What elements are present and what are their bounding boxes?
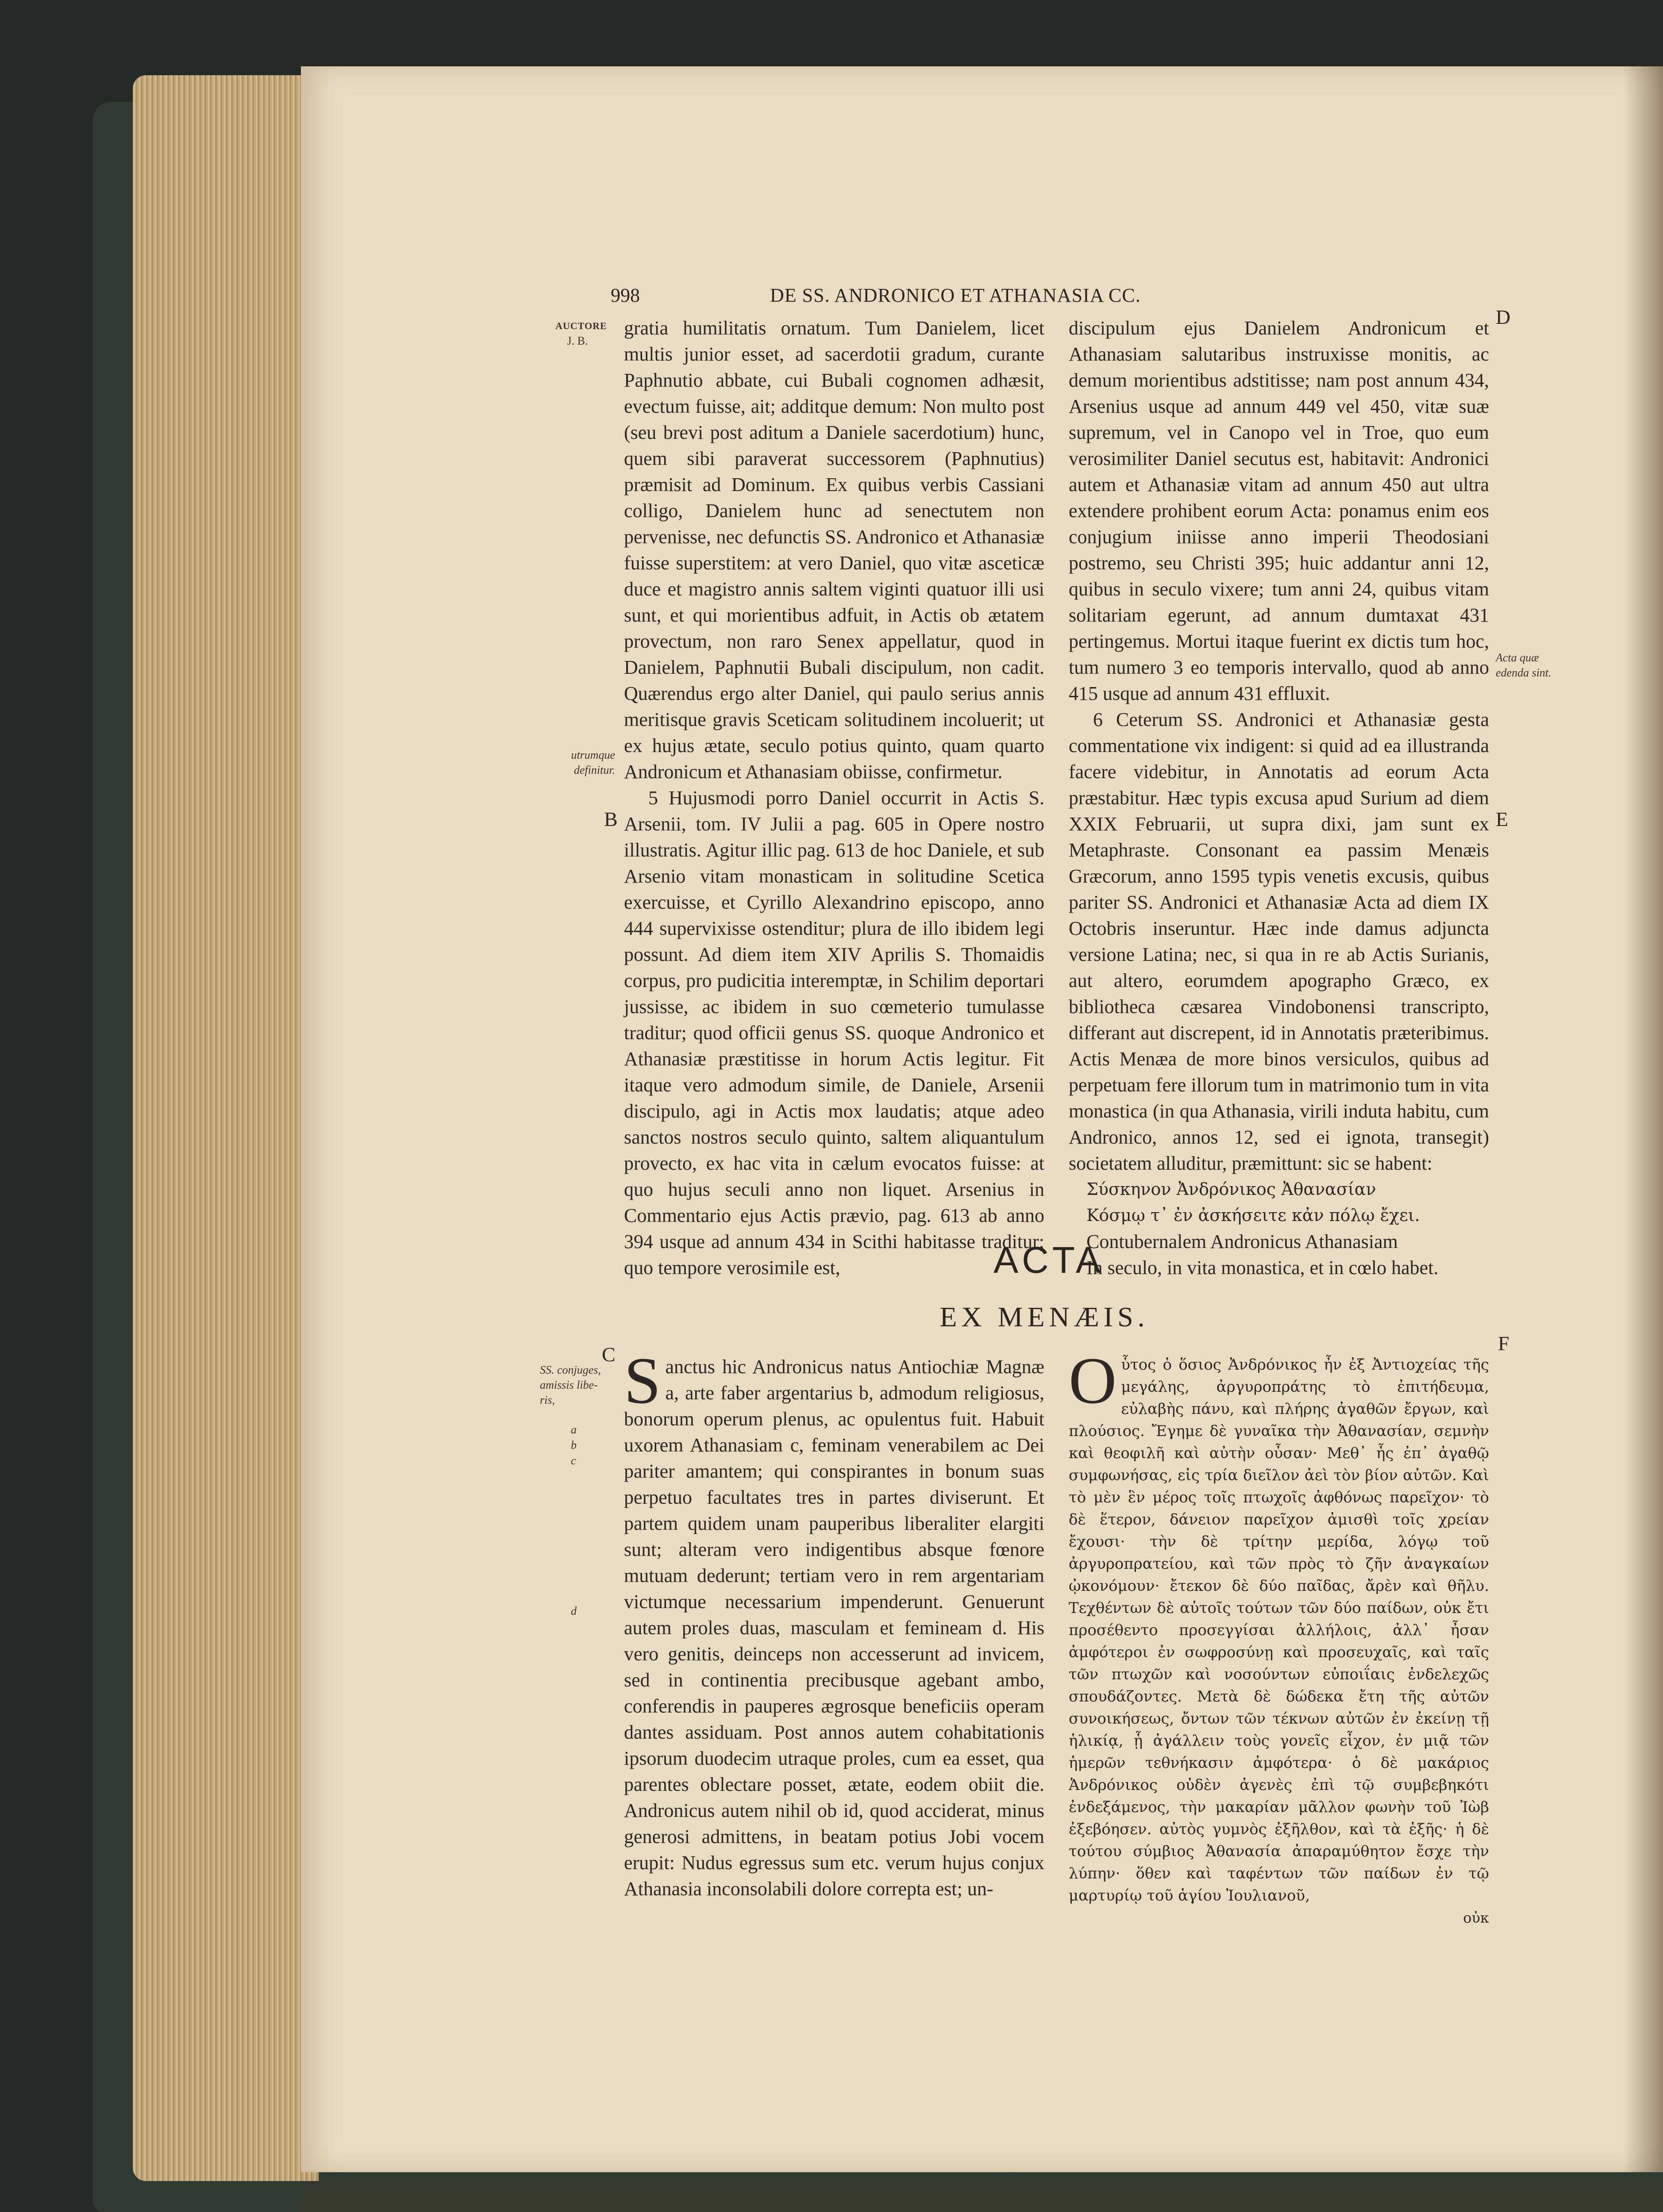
- margin-utrumque-line2: definitur.: [574, 764, 615, 776]
- margin-acta-quae: [1496, 650, 1571, 680]
- margin-auctore-label: AUCTORE: [555, 320, 607, 331]
- latin-body: anctus hic Andronicus natus Antiochiæ Magnæ a, arte faber argentarius b, admodum religiosus, bonorum operum plenus, ac opulentus fuit. Habuit uxorem Athanasiam c, feminam venerabilem ac Dei pariter amantem; qui conspirantes in bonum suas perpetuo facultates tres in partes diviserunt. Et partem quidem unam pauperibus liberaliter elargiti sunt; alteram vero indigentibus absque fœnore mutuam dederunt; tertiam vero in rem argentariam victumque necessarium impenderunt. Genuerunt autem proles duas, masculam et femineam d. His vero genitis, deinceps non accesserunt ad invicem, sed in continentia precibusque agebant ambo, conferendis in pauperes ægrosque beneficiis operam dantes assiduam. Post annos autem cohabitationis ipsorum duodecim utraque proles, cum ea esset, qua parentes oblectare posset, ætate, eodem obiit die. Andronicus autem nihil ob id, quod acciderat, minus generosi admittens, in beatam potius Jobi vocem erupit: Nudus egressus sum etc. verum hujus conjux Athanasia inconsolabili dolore correpta est; un-: [624, 1356, 1044, 1900]
- margin-utrumque-line1: utrumque: [571, 749, 615, 761]
- section-marker-d: D: [1496, 306, 1511, 328]
- greek-original-column: [1069, 1344, 1489, 1929]
- commentary-paragraph: 6 Ceterum SS. Andronici et Athanasiæ gesta commentatione vix indigent: si quid ad ea illustranda facere videbitur, in Annotatis ad eorum Acta præstabitur. Hæc typis excusa apud Surium ad diem XXIX Februarii, ut supra dixi, jam sunt ex Metaphraste. Consonant ea passim Menæis Græcorum, anno 1595 typis venetis excusis, quibus pariter SS. Andronici et Athanasiæ Acta ad diem IX Octobris inseruntur. Hæc inde damus adjuncta versione Latina; nec, si qua in re ab Actis Surianis, aut altero, eorumdem apographo Græco, ex bibliotheca cæsarea Vindobonensi transcripto, differant aut discrepent, id in Annotatis præteribimus. Actis Menæa de more binos versiculos, quibus ad perpetuam fere illorum tum in matrimonio tum in vita monastica (in qua Athanasia, virili induta habitu, cum Andronico, annos 12, sed ei ignota, transegit) societatem alluditur, præmittunt: sic se habent:: [1069, 709, 1489, 1174]
- margin-ss-conjuges-line2: amissis libe-: [540, 1379, 598, 1391]
- margin-acta-quae-line1: Acta quæ: [1496, 651, 1539, 664]
- latin-verse-line: In seculo, in vita monastica, et in cœlo habet.: [1086, 1257, 1439, 1279]
- margin-ss-conjuges: [540, 1363, 615, 1408]
- latin-translation-column: [624, 1344, 1044, 1902]
- page-number: 998: [611, 284, 640, 306]
- margin-ss-conjuges-line3: ris,: [540, 1394, 555, 1406]
- page-bottom-wear: [301, 2169, 1663, 2212]
- margin-author-initials: J. B.: [567, 334, 588, 347]
- section-marker-e: E: [1496, 808, 1509, 830]
- margin-note-b: b: [571, 1439, 577, 1452]
- acta-title: ACTA: [993, 1239, 1104, 1281]
- page-header: [611, 284, 1496, 315]
- commentary-paragraph: 5 Hujusmodi porro Daniel occurrit in Actis S. Arsenii, tom. IV Julii a pag. 605 in Opere nostro illustratis. Agitur illic pag. 613 de hoc Daniele, et sub Arsenio vitam monasticam in solitudine Scetica exercuisse, et Cyrillo Alexandrino episcopo, anno 444 supervixisse ostenditur; plura de illo ibidem legi possunt. Ad diem item XIV Aprilis S. Thomaidis corpus, pro pudicitia interemptæ, in Schilim deportari jussisse, ac ibidem in suo cœmeterio tumulasse traditur; quod officii genus SS. quoque Andronico et Athanasiæ præstitisse in horum Actis legitur. Fit itaque vero admodum simile, de Daniele, Arsenii discipulo, agi in Actis mox laudatis; atque adeo sanctos nostros seculo quinto, saltem aliquantulum provecto, ex hac vita in cælum evocatos fuisse: at quo hujus seculi anno non liquet. Arsenius in Commentario ejus Actis prævio, pag. 613 ab anno 394 usque ad annum 434 in Scithi habitasse traditur; quo tempore verosimile est,: [624, 787, 1044, 1279]
- margin-utrumque: [544, 748, 615, 778]
- margin-note-d: d: [571, 1605, 577, 1617]
- commentary-paragraph: discipulum ejus Danielem Andronicum et Athanasiam salutaribus instruxisse monitis, ac demum morientibus adstitisse; nam post annum 434, Arsenius usque ad annum 449 vel 450, vitæ suæ supremum, vel in Canopo vel in Troe, quo eum verosimiliter Daniel secutus est, habitavit: Andronici autem et Athanasiæ vitam ad annum 450 aut ultra extendere prohibent eorum Acta: ponamus enim eos conjugium iniisse anno imperii Theodosiani postremo, seu Christi 395; huic addantur anni 12, quibus in seculo vixere; tum anni 24, quibus vitam solitariam egerunt, ad annum dumtaxat 431 pertingemus. Mortui itaque fuerint ex dictis tum hoc, tum numero 3 eo temporis intervallo, quod ab anno 415 usque ad annum 431 effluxit.: [1069, 317, 1489, 704]
- acta-subtitle: EX MENÆIS.: [939, 1301, 1149, 1333]
- greek-verse-line: Σύσκηνον Ἀνδρόνικος Ἀθανασίαν: [1086, 1179, 1376, 1199]
- section-marker-c: C: [602, 1343, 616, 1366]
- greek-dropcap: Ο: [1069, 1344, 1117, 1417]
- margin-acta-quae-line2: edenda sint.: [1496, 666, 1551, 679]
- greek-verse-line: Κόσμῳ τ᾽ ἐν ἀσκήσειτε κἀν πόλῳ ἔχει.: [1086, 1206, 1420, 1225]
- commentary-right-column: [1069, 315, 1489, 1281]
- page-gutter-shadow: [1623, 66, 1663, 2172]
- margin-ss-conjuges-line1: SS. conjuges,: [540, 1363, 601, 1376]
- catchword: οὐκ: [1463, 1909, 1489, 1926]
- margin-note-a: a: [571, 1423, 577, 1436]
- section-marker-f: F: [1498, 1332, 1509, 1355]
- section-marker-b: B: [604, 808, 618, 830]
- latin-verse-line: Contubernalem Andronicus Athanasiam: [1086, 1231, 1398, 1252]
- margin-auctore: [555, 319, 607, 349]
- page-edges: [133, 75, 319, 2181]
- greek-body: ὗτος ὁ ὅσιος Ἀνδρόνικος ἦν ἐξ Ἀντιοχείας τῆς μεγάλης, ἀργυροπράτης τὸ ἐπιτήδευμα, εὐλαβὴς πάνυ, καὶ πλήρης ἀγαθῶν ἔργων, καὶ πλούσιος. Ἔγημε δὲ γυναῖκα τὴν Ἀθανασίαν, σεμνὴν καὶ θεοφιλῆ καὶ αὐτὴν οὖσαν· Μεθ᾽ ἧς ἐπ᾽ ἀγαθῷ συμφωνήσας, εἰς τρία διεῖλον ἀεὶ τὸν βίον αὐτῶν. Καὶ τὸ μὲν ἓν μέρος τοῖς πτωχοῖς ἀφθόνως παρεῖχον· τὸ δὲ ἕτερον, δάνειον παρεῖχον ἀμισθὶ τοῖς χρείαν ἔχουσι· τὴν δὲ τρίτην μερίδα, λόγῳ τοῦ ἀργυροπρατείου, καὶ τῶν πρὸς τὸ ζῆν ἀναγκαίων ᾠκονόμουν· ἔτεκον δὲ δύο παῖδας, ἄρὲν καὶ θῆλυ. Τεχθέντων δὲ αὐτοῖς τούτων τῶν δύο παίδων, οὐκ ἔτι προσέθεντο προσεγγίσαι ἀλλήλοις, ἀλλ᾽ ἦσαν ἀμφότεροι ἐν σωφροσύνῃ καὶ προσευχαῖς, καὶ ταῖς τῶν πτωχῶν καὶ νοσούντων εὐποιΐαις ἐνδελεχῶς σπουδάζοντες. Μετὰ δὲ δώδεκα ἔτη τῆς αὐτῶν συνοικήσεως, ὄντων τῶν τέκνων αὐτῶν ἐν ἐκείνῃ τῇ ἡλικίᾳ, ᾗ ἀγάλλειν τοὺς γονεῖς εἶχον, ἐν μιᾷ τῶν ἡμερῶν τεθνήκασιν ἀμφότερα· ὁ δὲ μακάριος Ἀνδρόνικος οὐδὲν ἀγενὲς ἐπὶ τῷ συμβεβηκότι ἐνδεξάμενος, τὴν μακαρίαν μᾶλλον φωνὴν τοῦ Ἰὼβ ἐξεβόησεν. αὐτὸς γυμνὸς ἐξῆλθον, καὶ τὰ ἑξῆς· ἡ δὲ τούτου σύμβιος Ἀθανασία ἀπαραμύθητον ἔσχε τὴν λύπην· ὅθεν καὶ ταφέντων τῶν παίδων ἐν τῷ μαρτυρίῳ τοῦ ἁγίου Ἰουλιανοῦ,: [1069, 1356, 1489, 1905]
- latin-dropcap: S: [624, 1344, 661, 1417]
- running-title: DE SS. ANDRONICO ET ATHANASIA CC.: [770, 284, 1141, 306]
- commentary-paragraph: gratia humilitatis ornatum. Tum Danielem, licet multis junior esset, ad sacerdotii gradum, curante Paphnutio abbate, cui Bubali cognomen adhæsit, evectum fuisse, ait; additque demum: Non multo post (seu brevi post aditum a Daniele sacerdotium) hunc, quem sibi paraverat successorem (Paphnutius) præmisit ad Dominum. Ex quibus verbis Cassiani colligo, Danielem hunc ad senectutem non pervenisse, nec defunctis SS. Andronico et Athanasiæ fuisse superstitem: at vero Daniel, quo vitæ asceticæ duce et magistro annis saltem viginti quatuor illi usi sunt, et qui morientibus adfuit, in Actis ob ætatem provectum, non raro Senex appellatur, quod in Danielem, Paphnutii Bubali discipulum, non cadit. Quærendus ergo alter Daniel, qui paulo serius annis meritisque gravis Sceticam solitudinem incoluerit; ut ex hujus ætate, seculo potius quinto, quam quarto Andronicum et Athanasiam obiisse, confirmetur.: [624, 317, 1044, 783]
- commentary-left-column: [624, 315, 1044, 1281]
- margin-note-c: c: [571, 1454, 576, 1467]
